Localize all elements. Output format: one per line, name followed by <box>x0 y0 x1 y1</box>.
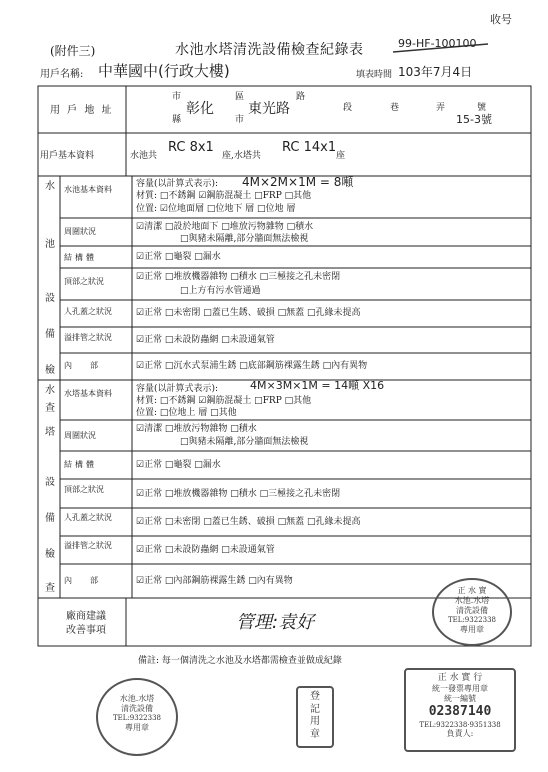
pool-count-label: 水池共 <box>130 151 158 161</box>
pool-material: 材質: □不銹鋼 ☑鋼筋混凝土 □FRP □其他 <box>136 191 312 201</box>
tower-title-char: 設 <box>45 477 55 488</box>
user-name-label: 用戶名稱: <box>40 69 84 80</box>
pool-row-label: 人孔蓋之狀況 <box>64 307 112 316</box>
alley-unit: 弄 <box>436 103 446 113</box>
pool-title-char: 設 <box>45 293 55 304</box>
pool-row-label: 水池基本資料 <box>64 185 112 194</box>
tower-interior: ☑正常 □內部鋼筋裸露生銹 □內有異物 <box>136 576 293 586</box>
tower-row-label: 結構體 <box>64 460 97 469</box>
fill-time-value: 103年7月4日 <box>398 65 473 79</box>
pool-title-char: 池 <box>45 239 55 250</box>
tower-title-char: 備 <box>45 513 55 524</box>
lane-unit: 巷 <box>390 103 400 113</box>
vendor-label-2: 改善事項 <box>66 625 106 636</box>
annex-label: (附件三) <box>50 44 96 58</box>
corner-note: 收号 <box>490 13 512 26</box>
invoice-seal: 正 水 實 行 統一發票專用章 統一編號 02387140 TEL:9322338·9351338 負責人: <box>404 668 516 752</box>
town-unit: 市 <box>235 115 245 125</box>
road-value: 東光路 <box>248 101 290 117</box>
form-title: 水池水塔清洗設備檢查紀錄表 <box>175 42 364 58</box>
county-unit: 縣 <box>172 115 182 125</box>
tower-title-char: 塔 <box>45 427 55 438</box>
tower-material: 材質: □不銹鋼 ☑鋼筋混凝土 □FRP □其他 <box>136 396 312 406</box>
tower-row-label: 周圍狀況 <box>64 431 96 440</box>
user-name-value: 中華國中(行政大樓) <box>98 62 230 80</box>
pool-row-label: 頂部之狀況 <box>64 277 104 286</box>
pool-title-char: 檢 <box>45 365 55 376</box>
pool-structure: ☑正常 □龜裂 □漏水 <box>136 252 221 262</box>
tower-surroundings: ☑清潔 □堆放污物雜物 □積水 <box>136 424 257 434</box>
pool-title-char: 查 <box>45 403 55 414</box>
pool-top: ☑正常 □堆放機器雜物 □積水 □三極接之孔未密閉 <box>136 272 341 282</box>
tower-row-label: 水塔基本資料 <box>64 389 112 398</box>
tower-section-title <box>44 386 56 604</box>
section-unit: 段 <box>343 103 353 113</box>
tower-manhole: ☑正常 □未密閉 □蓋已生銹、破損 □無蓋 □孔緣未提高 <box>136 517 361 527</box>
tower-location: 位置: □位地上 層 □其他 <box>136 408 237 418</box>
pool-capacity-value: 4M×2M×1M = 8噸 <box>242 175 354 189</box>
pool-overflow: ☑正常 □未設防蟲網 □未設通氣管 <box>136 335 275 345</box>
pool-interior: ☑正常 □沉水式泵浦生銹 □底部鋼筋裸露生銹 □內有異物 <box>136 361 368 371</box>
pool-row-label: 周圍狀況 <box>64 227 96 236</box>
inspector-signature: 管理:袁好 <box>236 612 315 633</box>
pool-row-label: 內部 <box>64 361 116 370</box>
tower-surroundings-2: □與豬未隔離,部分牆面無法檢視 <box>180 437 309 447</box>
pool-row-label: 溢排管之狀況 <box>64 333 112 342</box>
pool-title-char: 水 <box>45 181 55 192</box>
tower-row-label: 內部 <box>64 576 116 585</box>
tower-count-label: 座,水塔共 <box>222 151 261 161</box>
tower-capacity-text: 容量(以計算式表示): <box>136 384 219 394</box>
company-seal-bottom-left: 水池.水塔 清洗設備 TEL:9322338 專用章 <box>96 678 178 756</box>
registration-seal: 登 記 用 章 <box>296 686 334 748</box>
tower-unit: 座 <box>336 151 346 161</box>
tower-count-value: RC 14x1 <box>282 140 337 155</box>
basic-info-label: 用戶基本資料 <box>40 151 95 161</box>
footer-note: 備註: 每一個清洗之水池及水塔都需檢查並做成紀錄 <box>138 656 342 666</box>
pool-top-2: □上方有污水管通過 <box>180 286 261 296</box>
pool-row-label: 結構體 <box>64 253 97 262</box>
tower-title-char: 檢 <box>45 549 55 560</box>
tower-row-label: 頂部之狀況 <box>64 485 104 494</box>
pool-capacity-text: 容量(以計算式表示): <box>136 179 219 189</box>
city-unit: 市 <box>172 92 182 102</box>
pool-title-char: 備 <box>45 329 55 340</box>
tower-row-label: 溢排管之狀況 <box>64 541 112 550</box>
road-unit: 路 <box>296 92 306 102</box>
number-unit: 號 <box>477 103 487 113</box>
fill-time-label: 填表時間 <box>356 70 393 80</box>
pool-surroundings: ☑清潔 □設於地面下 □堆放污物雜物 □積水 <box>136 222 314 232</box>
pool-location: 位置: ☑位地面層 □位地下 層 □位地 層 <box>136 204 296 214</box>
vendor-label-1: 廠商建議 <box>66 611 106 622</box>
pool-manhole: ☑正常 □未密閉 □蓋已生銹、破損 □無蓋 □孔緣未提高 <box>136 308 361 318</box>
tower-title-char: 水 <box>45 385 55 396</box>
tower-top: ☑正常 □堆放機器雜物 □積水 □三極接之孔未密閉 <box>136 489 341 499</box>
tower-row-label: 人孔蓋之狀況 <box>64 513 112 522</box>
tower-overflow: ☑正常 □未設防蟲網 □未設通氣管 <box>136 545 275 555</box>
number-value: 15-3號 <box>456 113 492 126</box>
district-unit: 區 <box>235 92 245 102</box>
pool-surroundings-2: □與豬未隔離,部分牆面無法檢視 <box>180 234 309 244</box>
address-label: 用 戶 地 址 <box>50 105 114 116</box>
tower-capacity-value: 4M×3M×1M = 14噸 X16 <box>250 379 385 392</box>
tower-structure: ☑正常 □龜裂 □漏水 <box>136 460 221 470</box>
pool-count-value: RC 8x1 <box>168 140 214 155</box>
company-seal-top: 正 水 實 水池.水塔 清洗設備 TEL:9322338 專用章 <box>432 578 512 646</box>
record-number: 99-HF-100100 <box>398 37 477 50</box>
tower-title-char: 查 <box>45 583 55 594</box>
county-value: 彰化 <box>186 101 214 117</box>
